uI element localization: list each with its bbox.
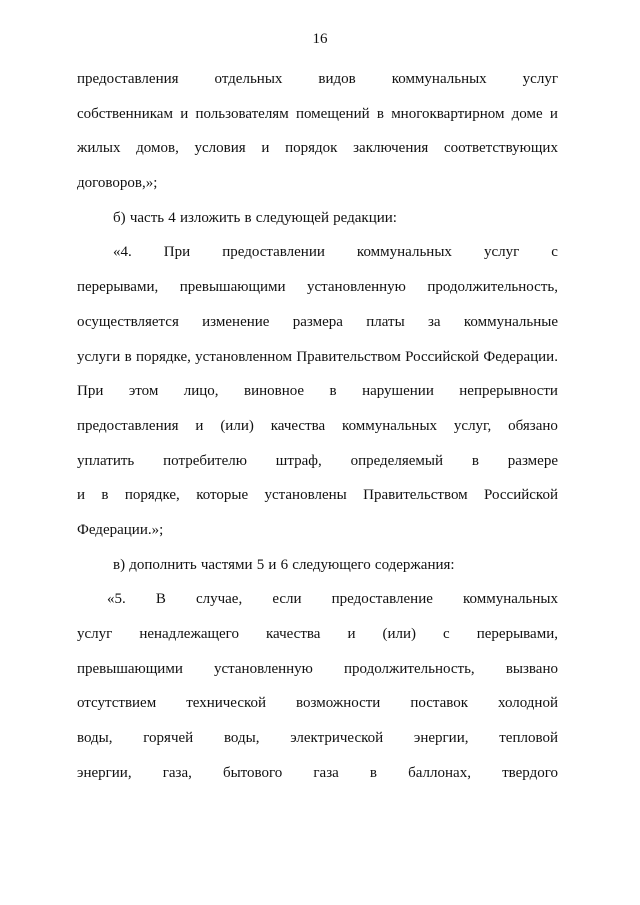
word: в bbox=[124, 348, 132, 365]
word: электрической bbox=[290, 730, 384, 747]
word: следующей bbox=[255, 209, 329, 226]
word: 4 bbox=[168, 209, 176, 226]
word: содержания: bbox=[374, 556, 455, 573]
word: бытового bbox=[222, 764, 283, 781]
word: баллонах, bbox=[408, 764, 471, 781]
text-line bbox=[77, 235, 558, 270]
text-line bbox=[77, 444, 558, 479]
document-body bbox=[77, 62, 558, 790]
word: твердого bbox=[502, 764, 558, 781]
word: установленном bbox=[195, 348, 293, 365]
word: и bbox=[549, 105, 558, 122]
word: качества bbox=[270, 417, 326, 434]
text-line bbox=[77, 686, 558, 721]
word: изменение bbox=[202, 313, 270, 330]
text-line bbox=[77, 270, 558, 305]
word: превышающими bbox=[179, 279, 286, 296]
word: обязано bbox=[508, 417, 558, 434]
text-line bbox=[77, 756, 558, 791]
word: жилых bbox=[77, 140, 121, 157]
word: если bbox=[272, 591, 302, 608]
word: установленную bbox=[307, 279, 406, 296]
word: заключения bbox=[353, 140, 429, 157]
word: в) bbox=[113, 556, 126, 573]
word: «4. bbox=[113, 244, 132, 261]
text-line bbox=[77, 305, 558, 340]
word: нарушении bbox=[362, 383, 434, 400]
word: условия bbox=[194, 140, 246, 157]
word: ненадлежащего bbox=[139, 626, 239, 642]
word: предоставления bbox=[77, 71, 179, 87]
word: услуг bbox=[77, 626, 113, 642]
word: коммунальных bbox=[463, 591, 558, 608]
word: в bbox=[471, 452, 479, 469]
word: энергии, bbox=[77, 764, 132, 781]
word: и bbox=[180, 105, 189, 122]
word: предоставления bbox=[77, 417, 179, 434]
word: возможности bbox=[296, 695, 381, 712]
word: 6 bbox=[280, 556, 289, 573]
word: за bbox=[427, 313, 441, 330]
word: с bbox=[551, 244, 558, 261]
word: вызвано bbox=[505, 660, 558, 677]
text-line bbox=[77, 97, 558, 132]
word: услуг bbox=[483, 244, 520, 261]
word: отсутствием bbox=[77, 695, 157, 712]
word: порядке, bbox=[124, 487, 180, 504]
word: продолжительность, bbox=[344, 660, 475, 677]
word: «5. bbox=[107, 591, 126, 608]
word: в bbox=[244, 209, 252, 226]
word: энергии, bbox=[413, 730, 469, 747]
text-line bbox=[77, 582, 558, 617]
word: услуги bbox=[77, 348, 121, 365]
word: многоквартирном bbox=[391, 105, 505, 122]
word: частями bbox=[200, 556, 253, 573]
word: качества bbox=[265, 626, 321, 642]
word: виновное bbox=[244, 383, 305, 400]
word: (или) bbox=[382, 626, 417, 642]
text-line bbox=[77, 340, 558, 375]
word: соответствующих bbox=[443, 140, 558, 157]
word: собственникам bbox=[77, 105, 173, 122]
word: Федерации.»; bbox=[77, 521, 164, 538]
word: порядке, bbox=[135, 348, 191, 365]
text-line bbox=[77, 62, 558, 97]
word: изложить bbox=[179, 209, 241, 226]
word: помещений bbox=[295, 105, 370, 122]
text-line bbox=[77, 478, 558, 513]
word: коммунальных bbox=[356, 244, 452, 261]
word: коммунальных bbox=[342, 417, 438, 434]
word: услуг, bbox=[453, 417, 492, 434]
word: и bbox=[268, 556, 277, 573]
word: осуществляется bbox=[77, 313, 179, 330]
word: потребителю bbox=[163, 452, 247, 469]
word: штраф, bbox=[275, 452, 322, 469]
word: редакции: bbox=[333, 209, 397, 226]
word: дополнить bbox=[129, 556, 197, 573]
word: в bbox=[329, 383, 337, 400]
word: уплатить bbox=[77, 452, 135, 469]
word: установленную bbox=[214, 660, 313, 677]
word: тепловой bbox=[499, 730, 558, 747]
page-number: 16 bbox=[312, 31, 328, 47]
text-line bbox=[77, 201, 558, 236]
word: холодной bbox=[498, 695, 558, 712]
word: В bbox=[155, 591, 166, 608]
word: непрерывности bbox=[459, 383, 558, 400]
text-line bbox=[77, 548, 558, 583]
word: Российской bbox=[405, 348, 480, 365]
word: 5 bbox=[256, 556, 265, 573]
word: воды, bbox=[223, 730, 260, 747]
word: в bbox=[369, 764, 378, 781]
word: и bbox=[347, 626, 356, 642]
word: размере bbox=[507, 452, 558, 469]
word: услуг bbox=[522, 71, 558, 87]
word: При bbox=[77, 383, 104, 400]
word: воды, bbox=[77, 730, 113, 747]
word: случае, bbox=[195, 591, 243, 608]
word: часть bbox=[129, 209, 165, 226]
word: договоров,»; bbox=[77, 175, 158, 192]
word: коммунальные bbox=[463, 313, 558, 330]
word: предоставлении bbox=[222, 244, 325, 261]
text-line bbox=[77, 617, 558, 652]
word: Правительством bbox=[363, 487, 468, 504]
word: газа, bbox=[162, 764, 192, 781]
word: б) bbox=[113, 209, 126, 226]
word: технической bbox=[186, 695, 267, 712]
word: платы bbox=[366, 313, 405, 330]
word: При bbox=[163, 244, 191, 261]
word: и bbox=[195, 417, 204, 434]
word: и bbox=[261, 140, 270, 157]
text-line bbox=[77, 513, 558, 548]
word: продолжительность, bbox=[427, 279, 558, 296]
word: в bbox=[376, 105, 384, 122]
word: размера bbox=[292, 313, 343, 330]
word: домов, bbox=[136, 140, 179, 157]
word: с bbox=[443, 626, 450, 642]
word: (или) bbox=[220, 417, 254, 434]
word: следующего bbox=[292, 556, 371, 573]
word: определяемый bbox=[350, 452, 443, 469]
word: газа bbox=[313, 764, 339, 781]
word: лицо, bbox=[183, 383, 219, 400]
word: и bbox=[77, 487, 86, 504]
word: в bbox=[101, 487, 109, 504]
word: отдельных bbox=[214, 71, 283, 87]
word: перерывами, bbox=[77, 279, 159, 296]
word: поставок bbox=[410, 695, 469, 712]
word: этом bbox=[128, 383, 159, 400]
word: Правительством bbox=[296, 348, 401, 365]
word: установлены bbox=[264, 487, 347, 504]
word: порядок bbox=[285, 140, 338, 157]
text-line bbox=[77, 374, 558, 409]
text-line bbox=[77, 409, 558, 444]
word: пользователям bbox=[195, 105, 289, 122]
word: доме bbox=[511, 105, 543, 122]
text-line bbox=[77, 131, 558, 166]
word: Российской bbox=[484, 487, 558, 504]
text-line bbox=[77, 166, 558, 201]
word: предоставление bbox=[331, 591, 433, 608]
word: Федерации. bbox=[483, 348, 558, 365]
word: горячей bbox=[143, 730, 194, 747]
word: коммунальных bbox=[391, 71, 487, 87]
text-line bbox=[77, 721, 558, 756]
word: видов bbox=[318, 71, 356, 87]
word: которые bbox=[196, 487, 249, 504]
word: перерывами, bbox=[476, 626, 558, 642]
text-line bbox=[77, 652, 558, 687]
word: превышающими bbox=[77, 660, 183, 677]
